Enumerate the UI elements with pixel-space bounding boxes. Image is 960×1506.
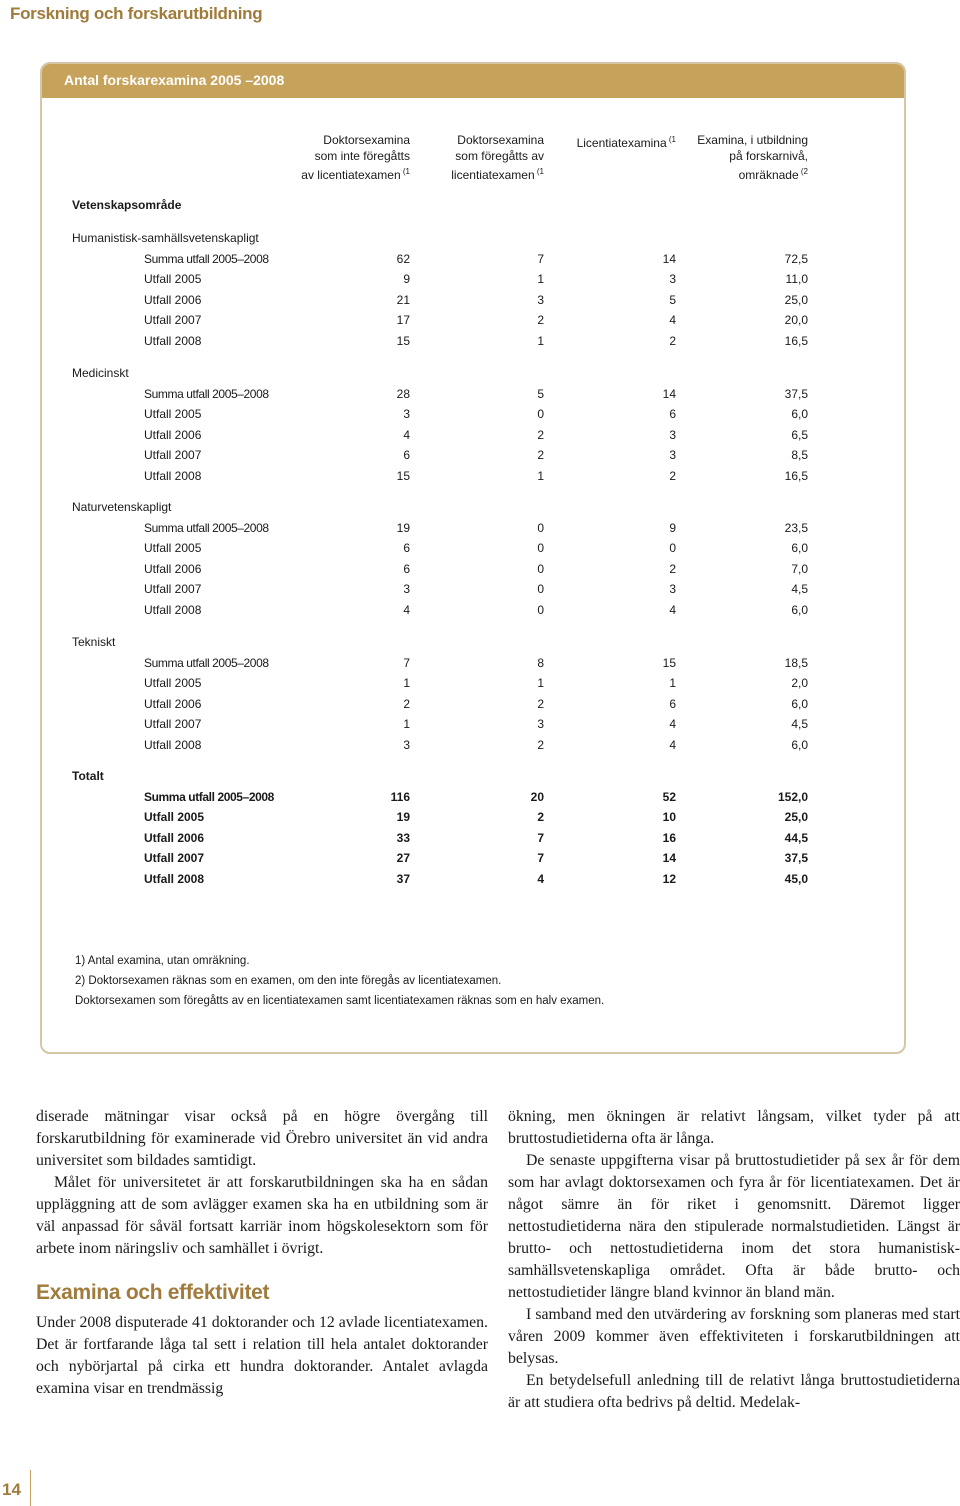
- body-right-column: [508, 1106, 960, 1414]
- group-label: Naturvetenskapligt: [72, 500, 172, 514]
- footnote: 2) Doktorsexamen räknas som en examen, om den inte föregås av licentiatexamen.: [75, 975, 502, 987]
- table-cell: 20: [530, 790, 544, 804]
- page-header: [0, 0, 960, 28]
- table-cell: 2: [669, 561, 676, 576]
- table-cell: 45,0: [784, 871, 808, 886]
- table-cell: 2,0: [791, 676, 808, 691]
- group-label: Tekniskt: [72, 635, 116, 649]
- table-cell: 23,5: [784, 521, 808, 535]
- footnote-ref: (1: [666, 135, 676, 144]
- group-label: Medicinskt: [72, 366, 129, 380]
- table-cell: 6,0: [791, 602, 808, 617]
- running-header-title: Forskning och forskarutbildning: [10, 4, 263, 23]
- table-cell: 2: [537, 696, 544, 711]
- column-header: [668, 132, 808, 183]
- table-cell: 37,5: [784, 387, 808, 401]
- table-cell: 5: [537, 387, 544, 401]
- table-title: Antal forskarexamina 2005 –2008: [64, 72, 285, 88]
- footnote-ref: (2: [798, 167, 808, 176]
- table-cell: 1: [403, 717, 410, 732]
- row-label: Utfall 2008: [144, 468, 202, 483]
- body-left-column: [36, 1106, 488, 1400]
- table-cell: 19: [396, 810, 410, 825]
- row-label: Utfall 2005: [144, 676, 202, 691]
- body-paragraph: diserade mätningar visar också på en högre övergång till forskarutbildning för examinerade vid Örebro universitet än vid andra universitet som bildades samtidigt.: [36, 1108, 488, 1169]
- table-cell: 15: [396, 468, 410, 483]
- table-cell: 3: [537, 717, 544, 732]
- table-cell: 1: [537, 333, 544, 348]
- row-label: Utfall 2007: [144, 313, 202, 328]
- table-cell: 4: [669, 717, 676, 732]
- row-label: Summa utfall 2005–2008: [144, 790, 274, 804]
- footnote-ref: (1: [534, 167, 544, 176]
- table-cell: 4: [537, 871, 544, 886]
- table-cell: 3: [403, 582, 410, 597]
- body-paragraph: En betydelsefull anledning till de relativt långa bruttostudietiderna är att studiera ofta bedrivs på deltid. Medelak-: [508, 1372, 960, 1411]
- table-cell: 25,0: [784, 810, 808, 825]
- table-cell: 14: [662, 851, 676, 866]
- table-cell: 14: [662, 252, 676, 266]
- table-cell: 1: [403, 676, 410, 691]
- column-header-line: omräknade $^{(2}$: [738, 167, 808, 182]
- row-label: Summa utfall 2005–2008: [144, 387, 269, 401]
- body-paragraph: ökning, men ökningen är relativt långsam, vilket tyder på att bruttostudietiderna ofta är långa.: [508, 1108, 960, 1147]
- table-cell: 62: [396, 252, 410, 266]
- footnote: 1) Antal examina, utan omräkning.: [75, 955, 250, 967]
- table-cell: 27: [396, 851, 410, 866]
- table-cell: 3: [669, 448, 676, 463]
- table-cell: 44,5: [784, 830, 808, 845]
- table-cell: 7: [537, 252, 544, 266]
- column-header: [280, 132, 410, 183]
- table-cell: 3: [669, 427, 676, 442]
- table-cell: 152,0: [777, 790, 808, 804]
- table-cell: 25,0: [784, 292, 808, 307]
- table-cell: 21: [396, 292, 410, 307]
- row-label: Utfall 2006: [144, 696, 202, 711]
- table-cell: 0: [537, 407, 544, 422]
- table-cell: 4,5: [791, 717, 808, 732]
- body-paragraph: I samband med den utvärdering av forskning som planeras med start våren 2009 kommer även effektiviteten i forskarutbildningen att belysas.: [508, 1306, 960, 1367]
- table-cell: 14: [662, 387, 676, 401]
- table-cell: 4: [669, 602, 676, 617]
- body-paragraph: De senaste uppgifterna visar på bruttostudietider på sex år för dem som har avlagt doktorsexamen och fyra år för licentiatexamen. Det är något sämre än för riket i genomsnitt. Däremot ligger nettostudietiderna nära den stipulerade normalstudietiden. Längst är brutto- och nettostudietiderna inom det stora humanistisk-samhällsvetenskapliga området. Ofta är både brutto- och nettostudietider längre bland kvinnor än bland män.: [508, 1152, 960, 1301]
- column-header-line: som föregåtts av: [455, 149, 544, 163]
- row-label: Utfall 2005: [144, 272, 202, 287]
- table-cell: 1: [669, 676, 676, 691]
- column-header-line: Examina, i utbildning: [697, 133, 808, 147]
- table-cell: 37,5: [784, 851, 808, 866]
- table-cell: 7: [537, 851, 544, 866]
- group-label: Totalt: [72, 769, 104, 783]
- table-cell: 8: [537, 656, 544, 670]
- table-cell: 3: [537, 292, 544, 307]
- table-cell: 12: [662, 871, 676, 886]
- table-cell: 2: [537, 737, 544, 752]
- table-cell: 19: [396, 521, 410, 535]
- table-cell: 1: [537, 272, 544, 287]
- row-label: Summa utfall 2005–2008: [144, 656, 269, 670]
- row-label: Summa utfall 2005–2008: [144, 252, 269, 266]
- row-label: Utfall 2006: [144, 292, 202, 307]
- body-paragraph: Under 2008 disputerade 41 doktorander och 12 avlade licentiatexamen. Det är fortfarande låga tal sett i relation till hela antalet doktorander och nybörjartal på cirka ett hundra doktorander. Antalet avlagda examina visar en trendmässig: [36, 1314, 488, 1397]
- table-cell: 6,0: [791, 541, 808, 556]
- row-label: Utfall 2005: [144, 810, 205, 825]
- table-cell: 3: [669, 582, 676, 597]
- table-cell: 72,5: [784, 252, 808, 266]
- table-title-banner: [42, 64, 904, 98]
- column-header-line: på forskarnivå,: [729, 149, 808, 163]
- table-cell: 2: [537, 313, 544, 328]
- table-cell: 8,5: [791, 448, 808, 463]
- table-cell: 1: [537, 676, 544, 691]
- column-header-line: licentiatexamen $^{(1}$: [451, 167, 544, 182]
- table-cell: 6: [403, 448, 410, 463]
- table-cell: 33: [396, 830, 410, 845]
- row-label: Utfall 2008: [144, 871, 205, 886]
- footnote: Doktorsexamen som föregåtts av en licentiatexamen samt licentiatexamen räknas som en halv examen.: [75, 995, 605, 1007]
- table-cell: 2: [537, 427, 544, 442]
- section-heading: Examina och effektivitet: [36, 1281, 270, 1304]
- table-cell: 6,0: [791, 737, 808, 752]
- table-cell: 16,5: [784, 333, 808, 348]
- table-cell: 9: [403, 272, 410, 287]
- column-header: [536, 132, 676, 151]
- row-label: Utfall 2008: [144, 737, 202, 752]
- row-label: Utfall 2006: [144, 830, 205, 845]
- table-cell: 6: [403, 561, 410, 576]
- page-number-rule: [30, 1470, 31, 1506]
- table-cell: 37: [396, 871, 410, 886]
- table-cell: 20,0: [784, 313, 808, 328]
- table-cell: 6: [669, 696, 676, 711]
- table-cell: 116: [390, 790, 410, 804]
- table-cell: 0: [537, 602, 544, 617]
- row-label: Utfall 2006: [144, 561, 202, 576]
- table-cell: 52: [662, 790, 676, 804]
- table-cell: 3: [403, 407, 410, 422]
- table-cell: 2: [669, 468, 676, 483]
- table-cell: 7: [403, 656, 410, 670]
- table-cell: 7: [537, 830, 544, 845]
- table-cell: 17: [396, 313, 410, 328]
- row-label: Summa utfall 2005–2008: [144, 521, 269, 535]
- table-cell: 4: [669, 737, 676, 752]
- table-cell: 11,0: [785, 272, 808, 287]
- table-cell: 2: [537, 448, 544, 463]
- table-cell: 6,0: [791, 407, 808, 422]
- row-header-label: Vetenskapsområde: [72, 198, 182, 212]
- table-cell: 9: [669, 521, 676, 535]
- row-label: Utfall 2008: [144, 333, 202, 348]
- body-paragraph: Målet för universitetet är att forskarutbildningen ska ha en sådan uppläggning att de som avlägger examen ska ha en utbildning som är väl anpassad för såväl fortsatt karriär inom högskolesektorn som för arbete inom näringsliv och samhället i övrigt.: [36, 1174, 488, 1257]
- column-header-line: Licentiatexamina $^{(1}$: [576, 135, 676, 150]
- table-cell: 6: [403, 541, 410, 556]
- table-cell: 4: [403, 602, 410, 617]
- row-label: Utfall 2007: [144, 851, 205, 866]
- table-cell: 10: [662, 810, 676, 825]
- table-cell: 4: [669, 313, 676, 328]
- table-cell: 2: [669, 333, 676, 348]
- table-cell: 2: [403, 696, 410, 711]
- column-header: [424, 132, 544, 183]
- column-header-line: Doktorsexamina: [457, 133, 544, 147]
- table-cell: 0: [669, 541, 676, 556]
- column-header-line: som inte föregåtts: [314, 149, 410, 163]
- row-label: Utfall 2005: [144, 407, 202, 422]
- table-cell: 18,5: [784, 656, 808, 670]
- table-cell: 0: [537, 582, 544, 597]
- table-cell: 0: [537, 541, 544, 556]
- table-cell: 15: [662, 656, 676, 670]
- table-cell: 6: [669, 407, 676, 422]
- table-cell: 6,5: [791, 427, 808, 442]
- table-cell: 7,0: [791, 561, 808, 576]
- row-label: Utfall 2005: [144, 541, 202, 556]
- table-cell: 16,5: [784, 468, 808, 483]
- row-label: Utfall 2008: [144, 602, 202, 617]
- page-number: 14: [2, 1480, 21, 1499]
- table-cell: 0: [537, 561, 544, 576]
- column-header-line: Doktorsexamina: [323, 133, 410, 147]
- table-cell: 1: [537, 468, 544, 483]
- table-cell: 6,0: [791, 696, 808, 711]
- table-cell: 4,5: [791, 582, 808, 597]
- table-cell: 16: [662, 830, 676, 845]
- row-label: Utfall 2006: [144, 427, 202, 442]
- table-cell: 15: [396, 333, 410, 348]
- table-cell: 3: [669, 272, 676, 287]
- table-cell: 0: [537, 521, 544, 535]
- table-cell: 2: [537, 810, 544, 825]
- column-header-line: av licentiatexamen $^{(1}$: [301, 167, 410, 182]
- table-cell: 3: [403, 737, 410, 752]
- table-cell: 4: [403, 427, 410, 442]
- row-label: Utfall 2007: [144, 448, 202, 463]
- table-cell: 5: [669, 292, 676, 307]
- row-label: Utfall 2007: [144, 582, 202, 597]
- row-label: Utfall 2007: [144, 717, 202, 732]
- group-label: Humanistisk-samhällsvetenskapligt: [72, 231, 259, 245]
- table-cell: 28: [396, 387, 410, 401]
- footnote-ref: (1: [400, 167, 410, 176]
